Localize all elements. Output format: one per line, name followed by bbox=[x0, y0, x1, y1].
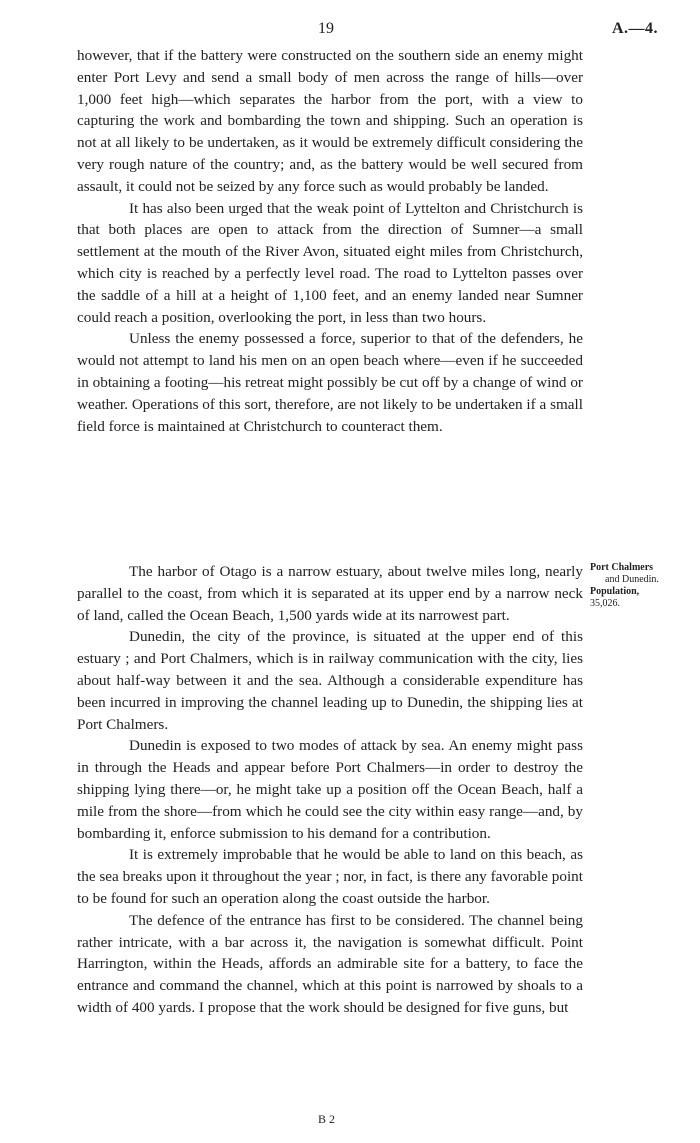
margin-note bbox=[590, 562, 670, 610]
paragraph: however, that if the battery were constructed on the southern side an enemy might enter Port Levy and send a small body of men across the range of hills—over 1,000 feet high—which separates the harbor from the port, with a view to capturing the work and bombarding the town and shipping. Such an operation is not at all likely to be undertaken, as it would be extremely difficult considering the very rough nature of the country; and, as the battery would be well secured from assault, it could not be seized by any force such as would probably be landed. bbox=[77, 47, 583, 195]
margin-note-line: Port Chalmers bbox=[590, 562, 654, 573]
section-lyttelton-defence bbox=[77, 45, 583, 437]
paragraph: Dunedin, the city of the province, is situated at the upper end of this estuary ; and Port Chalmers, which is in railway communication with the city, lies about half-way between it and the sea. Although a considerable expenditure has been incurred in improving the channel leading up to Dunedin, the shipping lies at Port Chalmers. bbox=[77, 628, 583, 733]
signature-mark: B 2 bbox=[318, 1112, 336, 1126]
margin-note-line: and Dunedin. bbox=[605, 574, 659, 585]
paragraph: It is extremely improbable that he would be able to land on this beach, as the sea breaks upon it throughout the year ; nor, in fact, is there any favorable point to be found for such an operation along the coast outside the harbor. bbox=[77, 846, 583, 907]
margin-note-line: Population, bbox=[590, 586, 640, 597]
paragraph: Unless the enemy possessed a force, superior to that of the defenders, he would not attempt to land his men on an open beach where—even if he succeeded in obtaining a footing—his retreat might possibly be cut off by a change of wind or weather. Operations of this sort, therefore, are not likely to be undertaken if a small field force is maintained at Christchurch to counteract them. bbox=[77, 330, 583, 435]
paragraph: The harbor of Otago is a narrow estuary, about twelve miles long, nearly parallel to the coast, from which it is separated at its upper end by a narrow neck of land, called the Ocean Beach, 1,500 yards wide at its narrowest part. bbox=[77, 563, 583, 624]
paragraph: It has also been urged that the weak point of Lyttelton and Christchurch is that both places are open to attack from the direction of Sumner—a small settlement at the mouth of the River Avon, situated eight miles from Christchurch, which city is reached by a perfectly level road. The road to Lyttelton passes over the saddle of a hill at a height of 1,100 feet, and an enemy landed near Sumner could reach a position, overlooking the port, in less than two hours. bbox=[77, 199, 583, 326]
paragraph: Dunedin is exposed to two modes of attack by sea. An enemy might pass in through the Heads and appear before Port Chalmers—in order to destroy the shipping lying there—or, he might take up a position off the Ocean Beach, half a mile from the shore—from which he could see the city within easy range—and, by bombarding it, enforce submission to his demand for a contribution. bbox=[77, 737, 583, 842]
paragraph: The defence of the entrance has first to be considered. The channel being rather intricate, with a bar across it, the navigation is somewhat difficult. Point Harrington, within the Heads, affords an admirable site for a battery, to face the entrance and command the channel, which at this point is narrowed by shoals to a width of 400 yards. I propose that the work should be designed for five guns, but bbox=[77, 911, 583, 1016]
page-number: 19 bbox=[318, 20, 334, 37]
document-reference: A.—4. bbox=[611, 20, 658, 37]
margin-note-line: 35,026. bbox=[590, 598, 620, 609]
section-otago-harbor bbox=[77, 561, 583, 1019]
